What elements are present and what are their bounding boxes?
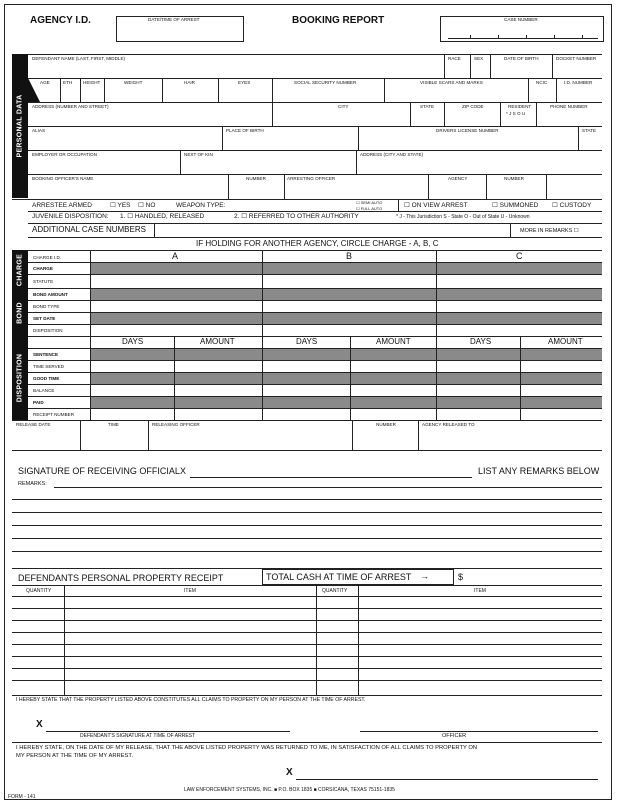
row-label-bond-amount: BOND AMOUNT bbox=[33, 292, 68, 297]
employer-label: EMPLOYER OR OCCUPATION bbox=[32, 152, 97, 157]
rule bbox=[28, 102, 602, 103]
rule bbox=[12, 695, 602, 696]
agency-label: AGENCY bbox=[448, 176, 468, 181]
col bbox=[60, 78, 61, 102]
resident-label: RESIDENT bbox=[508, 104, 532, 109]
days-b-label: DAYS bbox=[296, 337, 318, 346]
col bbox=[272, 102, 273, 126]
arrestee-armed-label: ARRESTEE ARMED bbox=[32, 202, 92, 209]
arrow-right-icon: → bbox=[420, 571, 429, 581]
row-label-bond-type: BOND TYPE bbox=[33, 304, 60, 309]
remarks-line[interactable] bbox=[12, 512, 602, 513]
summoned-checkbox[interactable]: ☐ SUMMONED bbox=[492, 202, 539, 209]
receiving-signature-line[interactable] bbox=[190, 477, 472, 478]
row-label-disposition: DISPOSITION bbox=[33, 328, 63, 333]
col bbox=[222, 126, 223, 150]
col bbox=[80, 420, 81, 450]
amount-c-label: AMOUNT bbox=[548, 337, 583, 346]
armed-yes-checkbox[interactable]: ☐ YES bbox=[110, 202, 131, 209]
property-row[interactable] bbox=[12, 620, 602, 621]
col-a-label: A bbox=[172, 251, 179, 261]
rule bbox=[28, 312, 602, 313]
rule bbox=[12, 596, 602, 597]
release-statement-line2: MY PERSON AT THE TIME OF MY ARREST. bbox=[16, 753, 133, 759]
eth-label: ETH bbox=[63, 80, 73, 85]
holding-instruction: IF HOLDING FOR ANOTHER AGENCY, CIRCLE CHARGE - A, B, C bbox=[196, 239, 439, 248]
rule bbox=[12, 585, 602, 586]
jurisdiction-codes: * J - This Jurisdiction S - State O - Out of State U - Unknown bbox=[396, 214, 530, 220]
col bbox=[510, 223, 511, 237]
shade-bond-amount bbox=[90, 288, 602, 300]
dollar-sign: $ bbox=[458, 572, 464, 582]
quantity-label-right: QUANTITY bbox=[322, 588, 348, 594]
officer-signature-line[interactable] bbox=[360, 731, 598, 732]
rule bbox=[12, 199, 602, 200]
col bbox=[262, 250, 263, 420]
release-date-label: RELEASE DATE bbox=[16, 422, 51, 427]
agency-released-to-label: AGENCY RELEASED TO bbox=[422, 422, 475, 427]
next-of-kin-label: NEXT OF KIN bbox=[184, 152, 213, 157]
remarks-label: REMARKS: bbox=[18, 481, 47, 487]
item-label-right: ITEM bbox=[474, 588, 486, 594]
col bbox=[436, 250, 437, 420]
col bbox=[148, 420, 149, 450]
release-signature-line[interactable] bbox=[296, 779, 598, 780]
release-x-mark: X bbox=[286, 767, 293, 778]
rule bbox=[12, 742, 602, 743]
defendant-signature-label: DEFENDANT'S SIGNATURE AT TIME OF ARREST bbox=[80, 733, 196, 739]
row-label-balance: BALANCE bbox=[33, 388, 55, 393]
rule bbox=[28, 262, 602, 263]
dl-state-label: STATE bbox=[582, 128, 597, 133]
nok-address-label: ADDRESS (CITY AND STATE) bbox=[360, 152, 424, 157]
on-view-arrest-checkbox[interactable]: ☐ ON VIEW ARREST bbox=[404, 202, 468, 209]
id-number-label: I.D. NUMBER bbox=[564, 80, 593, 85]
resident-codes: * J S O U bbox=[506, 111, 526, 116]
additional-case-numbers-label: ADDITIONAL CASE NUMBERS bbox=[32, 225, 146, 234]
rule bbox=[28, 372, 602, 373]
tick bbox=[554, 35, 555, 38]
weight-label: WEIGHT bbox=[124, 80, 143, 85]
col bbox=[356, 150, 357, 174]
col bbox=[358, 126, 359, 150]
age-label: AGE bbox=[40, 80, 50, 85]
side-label-charge: CHARGE bbox=[12, 250, 28, 290]
date-time-arrest-label: DATE/TIME OF ARREST bbox=[148, 17, 200, 22]
state-label: STATE bbox=[420, 104, 435, 109]
form-number: FORM - 141 bbox=[8, 794, 36, 800]
col bbox=[316, 585, 317, 695]
juvenile-disposition-label: JUVENILE DISPOSITION: bbox=[32, 213, 109, 220]
col bbox=[358, 585, 359, 695]
armed-no-checkbox[interactable]: ☐ NO bbox=[138, 202, 156, 209]
col bbox=[104, 78, 105, 102]
col bbox=[486, 174, 487, 199]
ncic-label: NCIC bbox=[536, 80, 548, 85]
booking-officer-label: BOOKING OFFICER'S NAME bbox=[32, 176, 94, 181]
city-label: CITY bbox=[338, 104, 349, 109]
col-c-label: C bbox=[516, 251, 523, 261]
col bbox=[398, 199, 399, 211]
col bbox=[444, 54, 445, 78]
rule bbox=[28, 274, 602, 275]
amount-b-label: AMOUNT bbox=[376, 337, 411, 346]
rule bbox=[12, 420, 602, 421]
rule bbox=[28, 396, 602, 397]
custody-checkbox[interactable]: ☐ CUSTODY bbox=[552, 202, 592, 209]
remarks-line[interactable] bbox=[12, 538, 602, 539]
release-statement-line1: I HEREBY STATE, ON THE DATE OF MY RELEASE, THAT THE ABOVE LISTED PROPERTY WAS RETURNED TO ME, IN SATISFACTION OF ALL CLAIMS TO PROPERTY ON bbox=[16, 745, 478, 751]
ssn-label: SOCIAL SECURITY NUMBER bbox=[294, 80, 357, 85]
col bbox=[578, 126, 579, 150]
col bbox=[500, 102, 501, 126]
tick bbox=[470, 35, 471, 38]
officer-label: OFFICER bbox=[442, 733, 467, 739]
receiving-official-label: SIGNATURE OF RECEIVING OFFICIAL bbox=[18, 466, 180, 476]
tick bbox=[526, 35, 527, 38]
shade-good-time bbox=[90, 372, 602, 384]
release-number-label: NUMBER bbox=[376, 422, 396, 427]
col bbox=[552, 54, 553, 78]
address-label: ADDRESS (NUMBER AND STREET) bbox=[32, 104, 109, 109]
amount-a-label: AMOUNT bbox=[200, 337, 235, 346]
referred-checkbox[interactable]: 2. ☐ REFERRED TO OTHER AUTHORITY bbox=[234, 213, 359, 220]
hair-label: HAIR bbox=[184, 80, 195, 85]
remarks-line[interactable] bbox=[12, 551, 602, 552]
shade-charge bbox=[90, 262, 602, 274]
receiving-x-mark: X bbox=[180, 466, 187, 476]
row-label-good-time: GOOD TIME bbox=[33, 376, 60, 381]
rule bbox=[28, 126, 602, 127]
rule bbox=[12, 450, 602, 451]
ao-number-label: NUMBER bbox=[504, 176, 524, 181]
more-in-remarks-checkbox[interactable]: MORE IN REMARKS ☐ bbox=[520, 228, 579, 234]
phone-label: PHONE NUMBER bbox=[550, 104, 588, 109]
days-c-label: DAYS bbox=[470, 337, 492, 346]
col bbox=[228, 174, 229, 199]
arresting-officer-label: ARRESTING OFFICER bbox=[287, 176, 336, 181]
defendant-x-mark: X bbox=[36, 719, 43, 730]
col bbox=[384, 78, 385, 102]
col-b-label: B bbox=[346, 251, 353, 261]
rule bbox=[28, 408, 602, 409]
agency-id-label: AGENCY I.D. bbox=[30, 15, 91, 26]
row-label-sentence: SENTENCE bbox=[33, 352, 59, 357]
alias-label: ALIAS bbox=[32, 128, 46, 133]
item-label-left: ITEM bbox=[184, 588, 196, 594]
row-label-statute: STATUTE bbox=[33, 279, 54, 284]
shade-paid bbox=[90, 396, 602, 408]
col bbox=[428, 174, 429, 199]
property-receipt-label: DEFENDANTS PERSONAL PROPERTY RECEIPT bbox=[18, 573, 224, 583]
col bbox=[162, 78, 163, 102]
rule bbox=[28, 384, 602, 385]
tick bbox=[498, 35, 499, 38]
col bbox=[64, 585, 65, 695]
drivers-license-label: DRIVERS LICENSE NUMBER bbox=[436, 128, 499, 133]
col bbox=[418, 420, 419, 450]
property-row[interactable] bbox=[12, 656, 602, 657]
defendant-name-label: DEFENDANT NAME (LAST, FIRST, MIDDLE) bbox=[32, 56, 126, 61]
bo-number-label: NUMBER bbox=[246, 176, 266, 181]
docket-label: DOCKET NUMBER bbox=[556, 56, 597, 61]
row-label-charge-id: CHARGE I.D. bbox=[33, 255, 62, 260]
shade-sentence bbox=[90, 348, 602, 360]
place-of-birth-label: PLACE OF BIRTH bbox=[226, 128, 264, 133]
col bbox=[350, 336, 351, 420]
rule bbox=[28, 237, 602, 238]
corner-triangle bbox=[28, 78, 40, 102]
row-label-paid: PAID bbox=[33, 400, 44, 405]
row-label-receipt-number: RECEIPT NUMBER bbox=[33, 412, 75, 417]
rule bbox=[28, 54, 602, 55]
row-label-set-date: SET DATE bbox=[33, 316, 56, 321]
weapon-type-label: WEAPON TYPE: bbox=[176, 202, 226, 209]
rule bbox=[28, 78, 602, 79]
col bbox=[490, 54, 491, 78]
rule bbox=[28, 174, 602, 175]
col bbox=[218, 78, 219, 102]
col bbox=[180, 150, 181, 174]
sex-label: SEX bbox=[474, 56, 484, 61]
zip-label: ZIP CODE bbox=[462, 104, 484, 109]
eyes-label: EYES bbox=[238, 80, 251, 85]
remarks-line[interactable] bbox=[12, 499, 602, 500]
property-row[interactable] bbox=[12, 608, 602, 609]
tick bbox=[582, 35, 583, 38]
release-time-label: TIME bbox=[108, 422, 119, 427]
dob-label: DATE OF BIRTH bbox=[504, 56, 539, 61]
semi-auto-checkbox[interactable]: ☐ SEMI AUTO bbox=[356, 200, 383, 205]
releasing-officer-label: RELEASING OFFICER bbox=[152, 422, 200, 427]
col bbox=[536, 102, 537, 126]
side-label-bond: BOND bbox=[12, 290, 28, 336]
rule bbox=[28, 348, 602, 349]
rule bbox=[28, 223, 602, 224]
rule bbox=[28, 150, 602, 151]
col bbox=[284, 174, 285, 199]
col bbox=[174, 336, 175, 420]
remarks-line[interactable] bbox=[12, 525, 602, 526]
row-label-charge: CHARGE bbox=[33, 266, 53, 271]
row-label-time-served: TIME SERVED bbox=[33, 364, 65, 369]
case-number-label: CASE NUMBER bbox=[504, 17, 538, 22]
col bbox=[90, 250, 91, 420]
side-label-disposition: DISPOSITION bbox=[12, 336, 28, 420]
height-label: HEIGHT bbox=[83, 80, 101, 85]
col bbox=[272, 78, 273, 102]
rule bbox=[28, 360, 602, 361]
property-row[interactable] bbox=[12, 680, 602, 681]
rule bbox=[28, 211, 602, 212]
quantity-label-left: QUANTITY bbox=[26, 588, 52, 594]
col bbox=[352, 420, 353, 450]
col bbox=[520, 336, 521, 420]
page-title: BOOKING REPORT bbox=[292, 15, 385, 26]
days-a-label: DAYS bbox=[122, 337, 144, 346]
col bbox=[410, 102, 411, 126]
publisher-footer: LAW ENFORCEMENT SYSTEMS, INC. ■ P.O. BOX 1835 ■ CORSICANA, TEXAS 75151-1835 bbox=[184, 787, 395, 793]
list-remarks-label: LIST ANY REMARKS BELOW bbox=[478, 466, 600, 476]
col bbox=[444, 102, 445, 126]
race-label: RACE bbox=[448, 56, 461, 61]
case-number-ticks bbox=[448, 38, 598, 39]
property-statement: I HEREBY STATE THAT THE PROPERTY LISTED ABOVE CONSTITUTES ALL CLAIMS TO PROPERTY ON MY PERSON AT THE TIME OF ARREST. bbox=[16, 697, 366, 703]
scars-label: VISIBLE SCARS AND MARKS bbox=[420, 80, 483, 85]
col bbox=[154, 223, 155, 237]
col bbox=[546, 174, 547, 199]
rule bbox=[28, 300, 602, 301]
shade-set-date bbox=[90, 312, 602, 324]
col bbox=[528, 78, 529, 102]
rule bbox=[28, 288, 602, 289]
col bbox=[470, 54, 471, 78]
handled-released-checkbox[interactable]: 1. ☐ HANDLED, RELEASED bbox=[120, 213, 205, 220]
rule bbox=[28, 324, 602, 325]
defendant-signature-line[interactable] bbox=[46, 731, 290, 732]
total-cash-label: TOTAL CASH AT TIME OF ARREST bbox=[266, 572, 412, 582]
side-label-personal: PERSONAL DATA bbox=[12, 54, 28, 198]
property-row[interactable] bbox=[12, 632, 602, 633]
full-auto-checkbox[interactable]: ☐ FULL AUTO bbox=[356, 206, 383, 211]
property-row[interactable] bbox=[12, 644, 602, 645]
remarks-line[interactable] bbox=[54, 487, 602, 488]
col bbox=[80, 78, 81, 102]
property-row[interactable] bbox=[12, 668, 602, 669]
col bbox=[556, 78, 557, 102]
